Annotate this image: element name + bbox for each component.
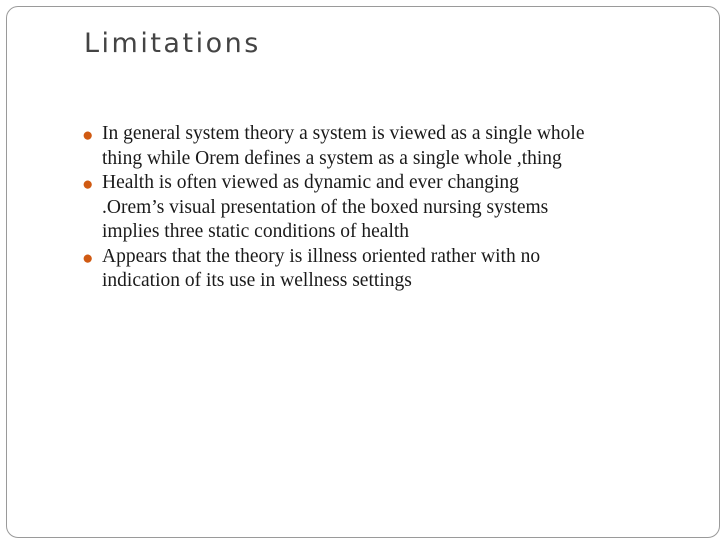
bullet-item xyxy=(82,245,682,294)
bullet-line: thing while Orem defines a system as a single whole ,thing xyxy=(102,147,562,169)
bullet-item xyxy=(82,171,682,245)
bullet-icon: ● xyxy=(82,247,94,269)
bullet-line: .Orem’s visual presentation of the boxed nursing systems xyxy=(102,196,549,218)
bullet-line: implies three static conditions of health xyxy=(102,221,410,242)
bullet-item xyxy=(82,122,682,171)
bullet-line: In general system theory a system is viewed as a single whole xyxy=(102,123,585,144)
bullet-icon: ● xyxy=(82,174,94,195)
bullet-line: Health is often viewed as dynamic and ever changing xyxy=(102,172,519,193)
slide-title: Limitations xyxy=(84,28,261,59)
bullet-list xyxy=(82,122,682,294)
bullet-line: Appears that the theory is illness oriented rather with no xyxy=(102,245,541,267)
bullet-icon: ● xyxy=(82,125,94,146)
bullet-line: indication of its use in wellness settings xyxy=(102,270,412,291)
